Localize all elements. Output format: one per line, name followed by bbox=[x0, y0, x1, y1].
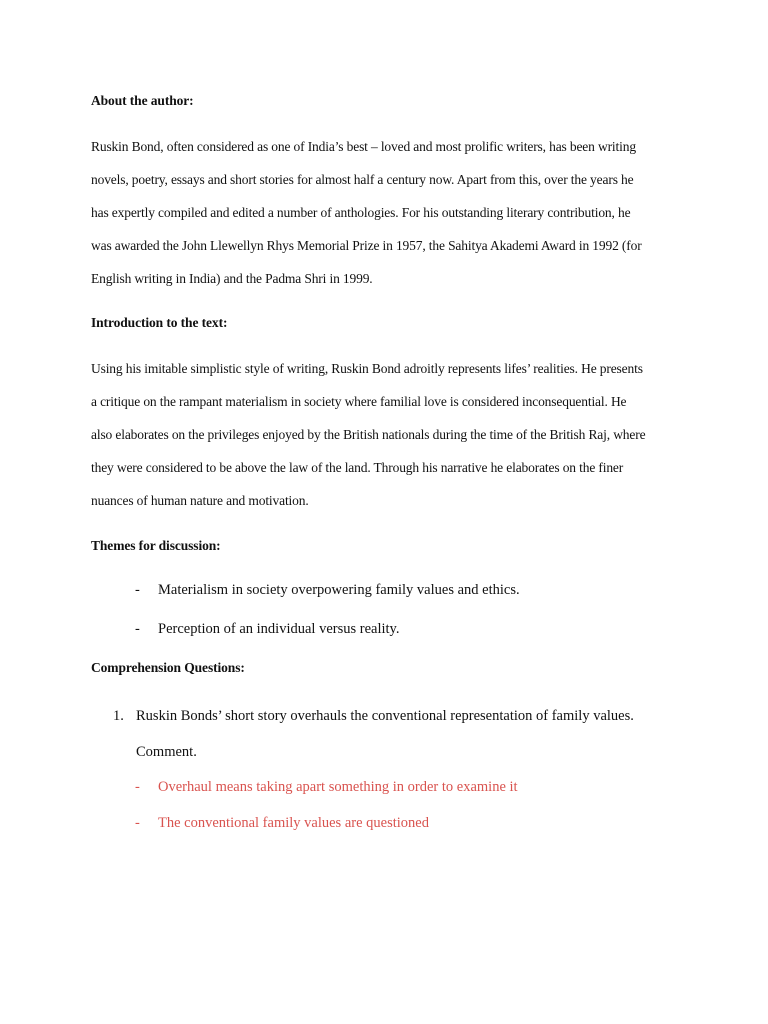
intro-heading: Introduction to the text: bbox=[91, 315, 228, 330]
theme-dash-1: - bbox=[135, 582, 140, 598]
theme-dash-2: - bbox=[135, 621, 140, 637]
themes-heading: Themes for discussion: bbox=[91, 538, 221, 553]
question-number-1: 1. bbox=[113, 708, 124, 724]
about-line-2: novels, poetry, essays and short stories for almost half a century now. Apart from this, over the years he bbox=[91, 172, 634, 187]
intro-line-1: Using his imitable simplistic style of writing, Ruskin Bond adroitly represents lifes’ realities. He presents bbox=[91, 361, 643, 376]
answer-1: Overhaul means taking apart something in order to examine it bbox=[158, 779, 518, 795]
intro-line-4: they were considered to be above the law of the land. Through his narrative he elaborates on the finer bbox=[91, 460, 624, 475]
about-line-1: Ruskin Bond, often considered as one of India’s best – loved and most prolific writers, has been writing bbox=[91, 139, 636, 154]
about-line-4: was awarded the John Llewellyn Rhys Memorial Prize in 1957, the Sahitya Akademi Award in 1992 (for bbox=[91, 238, 642, 253]
question-1-line-1: Ruskin Bonds’ short story overhauls the conventional representation of family values. bbox=[136, 708, 634, 724]
intro-line-2: a critique on the rampant materialism in society where familial love is considered inconsequential. He bbox=[91, 394, 627, 409]
answer-2: The conventional family values are questioned bbox=[158, 815, 429, 831]
intro-line-5: nuances of human nature and motivation. bbox=[91, 493, 309, 508]
answer-dash-2: - bbox=[135, 815, 140, 831]
intro-paragraph bbox=[91, 352, 681, 517]
about-paragraph bbox=[91, 130, 681, 295]
about-heading: About the author: bbox=[91, 93, 194, 108]
comprehension-heading: Comprehension Questions: bbox=[91, 660, 245, 675]
question-1-line-2: Comment. bbox=[136, 744, 197, 760]
theme-item-2: Perception of an individual versus reality. bbox=[158, 621, 400, 637]
intro-line-3: also elaborates on the privileges enjoyed by the British nationals during the time of the British Raj, where bbox=[91, 427, 646, 442]
about-line-5: English writing in India) and the Padma Shri in 1999. bbox=[91, 271, 373, 286]
answer-dash-1: - bbox=[135, 779, 140, 795]
about-line-3: has expertly compiled and edited a number of anthologies. For his outstanding literary contribution, he bbox=[91, 205, 631, 220]
theme-item-1: Materialism in society overpowering family values and ethics. bbox=[158, 582, 520, 598]
